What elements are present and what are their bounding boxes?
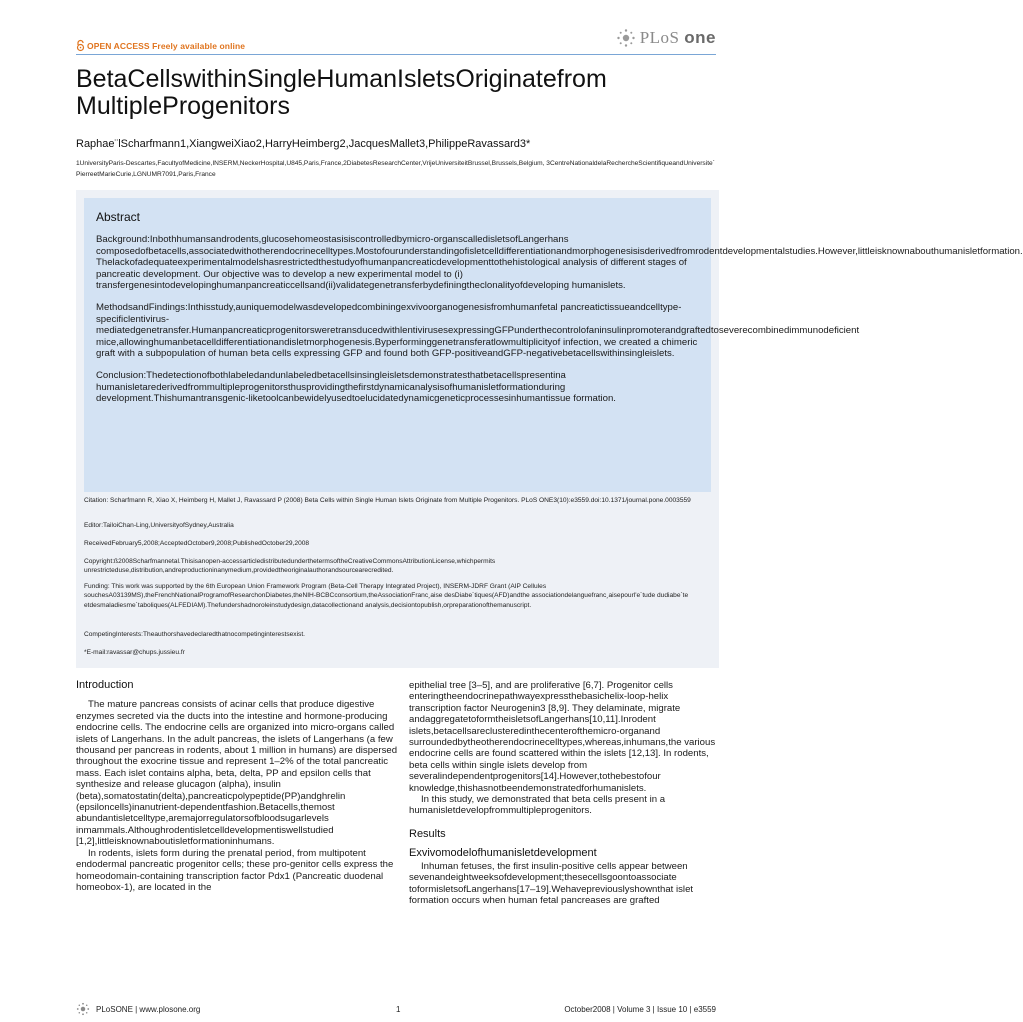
- received-dates: ReceivedFebruary5,2008;AcceptedOctober9,2008;PublishedOctober29,2008: [84, 540, 310, 547]
- corresponding-email[interactable]: *E-mail:ravassar@chups.jussieu.fr: [84, 649, 185, 656]
- journal-logo-text: PLoS one: [639, 28, 716, 47]
- exvivo-model-heading: Exvivomodelofhumanisletdevelopment: [409, 847, 597, 860]
- copyright: Copyright:ß2008Scharfmannetal.Thisisanopen-accessarticledistributedunderthetermsoftheCreativeCommonsAttributionLicense,whichpermits unrestricteduse,distribution,andreproductioninanymedium,providedtheoriginalauthorandsourcearecredited.: [84, 558, 496, 575]
- abstract-methods: MethodsandFindings:Inthisstudy,auniquemodelwasdevelopedcombiningexvivoorganogenesisfromhumanfetal pancreatictissueandcelltype-specificlentivirus-mediatedgenetransfer.HumanpancreaticprogenitorsweretransducedwithlentivirusesexpressingGFPunderthecontrolofaninsulinpromoterandgraftedtoseverecombinedimmunodeficient mice,allowinghumanbetacelldifferentiationandisletmorphogenesis.Byperforminggenetransferatlowmultiplicityof infection, we created a chimeric graft with a subpopulation of human beta cells expressing GFP and found both GFP-positiveandGFP-negativebetacellswithinsingleislets.: [96, 301, 860, 360]
- header-rule: [76, 54, 716, 55]
- citation: Citation: Scharfmann R, Xiao X, Heimberg H, Mallet J, Ravassard P (2008) Beta Cells within Single Human Islets Originate from Multiple Progenitors. PLoS ONE3(10):e3559.doi:10.1371/journal.pone.0003559: [84, 497, 691, 504]
- results-paragraph-1: Inhuman fetuses, the first insulin-positive cells appear between sevenandeightweeksofdevelopment;thesecellsgoontoassociate toformisletsofLangerhans[17–19].Wehavepreviouslyshownthat islet formation occurs when human fetal pancreases are grafted: [409, 860, 694, 906]
- intro-paragraph-4: In this study, we demonstrated that beta cells present in a humanisletdevelopfrommultipleprogenitors.: [409, 794, 666, 817]
- editor: Editor:TailoiChan-Ling,UniversityofSydney,Australia: [84, 522, 234, 529]
- abstract-conclusion: Conclusion:Thedetectionofbothlabeledandunlabeledbetacellsinsingleisletsdemonstratesthatbetacellspresentina humanisletarederivedfrommultipleprogenitorsthusprovidingthefirstdynamicanalysisofhumanisletformationduring development.Thishumantransgenic-liketoolcanbewidelyusedtoelucidatedynamicgeneticprocessesinhumantissue formation.: [96, 369, 616, 405]
- abstract-panel: [84, 198, 1023, 492]
- plos-burst-icon: [616, 28, 636, 48]
- footer-journal-text: PLoSONE | www.plosone.org: [96, 1004, 201, 1014]
- intro-paragraph-3: epithelial tree [3–5], and are proliferative [6,7]. Progenitor cells enteringtheendocrinepathwayexpressthebasichelix-loop-helix transcription factor Neurogenin3 [8,9]. They delaminate, migrate andaggregatetoformtheisletsofLangerhans[10,11].Inrodent islets,betacellsareclusteredinthecenterofthemicro-organand surroundedbytheotherendocrinecelltypes,whereas,inhumans,the various endocrine cells are found scattered within the islets [12,13]. In rodents, beta cells within single islets develop from severalindependentprogenitors[14].However,tothebestofour knowledge,thishasnotbeendemonstratedforhumanislets.: [409, 680, 716, 794]
- open-access-text: OPEN ACCESS Freely available online: [87, 40, 246, 51]
- introduction-heading: Introduction: [76, 679, 134, 691]
- author-list: Raphae¨lScharfmann1,XiangweiXiao2,HarryHeimberg2,JacquesMallet3,PhilippeRavassard3*: [76, 138, 531, 150]
- body-right-column: [409, 680, 719, 906]
- article-title: BetaCellswithinSingleHumanIsletsOriginatefrom MultipleProgenitors: [76, 65, 607, 120]
- abstract-heading: Abstract: [96, 210, 141, 224]
- open-access-banner: [76, 40, 245, 51]
- body-left-column: [76, 680, 399, 893]
- intro-paragraph-1: The mature pancreas consists of acinar cells that produce digestive enzymes secreted via the ducts into the intestine and hormone-producing endocrine cells. The endocrine cells are organized into micro-organs called islets of Langerhans. In the adult pancreas, the islets of Langerhans (a few thousand per pancreas in rodents, about 1 million in humans) are dispersed throughout the exocrine tissue and represent 1–2% of the total pancreatic mass. Each islet contains alpha, beta, delta, PP and epsilon cells that synthesize and release glucagon (alpha), insulin (beta),somatostatin(delta),pancreaticpolypeptide(PP)andghrelin (epsiloncells)inanutrient-dependentfashion.Betacells,themost abundantisletcelltype,aremajorregulatorsofbloodsugarlevels inmammals.Althoughrodentisletcelldevelopmentiswellstudied [1,2],littleisknownaboutisletformationinhumans.: [76, 699, 398, 848]
- affiliations: 1UniversityParis-Descartes,FacultyofMedicine,INSERM,NeckerHospital,U845,Paris,France,2DiabetesResearchCenter,VrijeUniversiteitBrussel,Brussels,Belgium, 3CentreNationaldelaRechercheScientifiqueandUniversite´ PierreetMarieCurie,LGNUMR7091,Paris,France: [76, 160, 715, 178]
- competing-interests: CompetingInterests:Theauthorshavedeclaredthatnocompetinginterestsexist.: [84, 631, 306, 638]
- footer-journal: [76, 1002, 200, 1016]
- intro-paragraph-2: In rodents, islets form during the prenatal period, from multipotent endodermal pancreatic progenitor cells; these pro-genitor cells express the homeodomain-containing transcription factor Pdx1 (Pancreatic duodenal homeobox-1), are located in the: [76, 847, 394, 893]
- page-footer: [76, 1002, 716, 1016]
- results-heading: Results: [409, 827, 446, 840]
- footer-issue-info: October2008 | Volume 3 | Issue 10 | e3559: [564, 1004, 716, 1014]
- page-number: 1: [396, 1004, 401, 1014]
- open-access-lock-icon: [76, 40, 85, 51]
- plos-footer-icon: [76, 1002, 90, 1016]
- journal-logo: [616, 28, 716, 48]
- abstract-background: Background:Inbothhumansandrodents,glucosehomeostasisiscontrolledbymicro-organscalledisletsofLangerhans composedofbetacells,associatedwithotherendocrinecelltypes.Mostofourunderstandingofisletcelldifferentiationandmorphogenesisisderivedfromrodentdevelopmentalstudies.However,littleisknownabouthumanisletformation. Thelackofadequateexperimentalmodelshasrestrictedthestudyofhumanpancreaticdevelopmenttothehistological analysis of different stages of pancreatic development. Our objective was to develop a new experimental model to (i) transfergenesintodevelopinghumanpancreaticcellsand(ii)validategenetransferbydefiningtheclonalityofdeveloping humanislets.: [96, 234, 1023, 292]
- funding: Funding: This work was supported by the 6th European Union Framework Program (Beta-Cell Therapy Integrated Project), INSERM-JDRF Grant (AIP Cellules souchesA03139MS),theFrenchNationalProgramofResearchonDiabetes,theNIH-BCBCconsortium,theAssociationFranc¸aise desDiabe´tiques(AFD)andthe associationdelanguefranc¸aisepourl'e´tude dudiabe`te etdesmaladiesme´taboliques(ALFEDIAM).Thefundershadnoroleinstudydesign,datacollectionand analysis,decisiontopublish,orpreparationofthemanuscript.: [84, 583, 689, 609]
